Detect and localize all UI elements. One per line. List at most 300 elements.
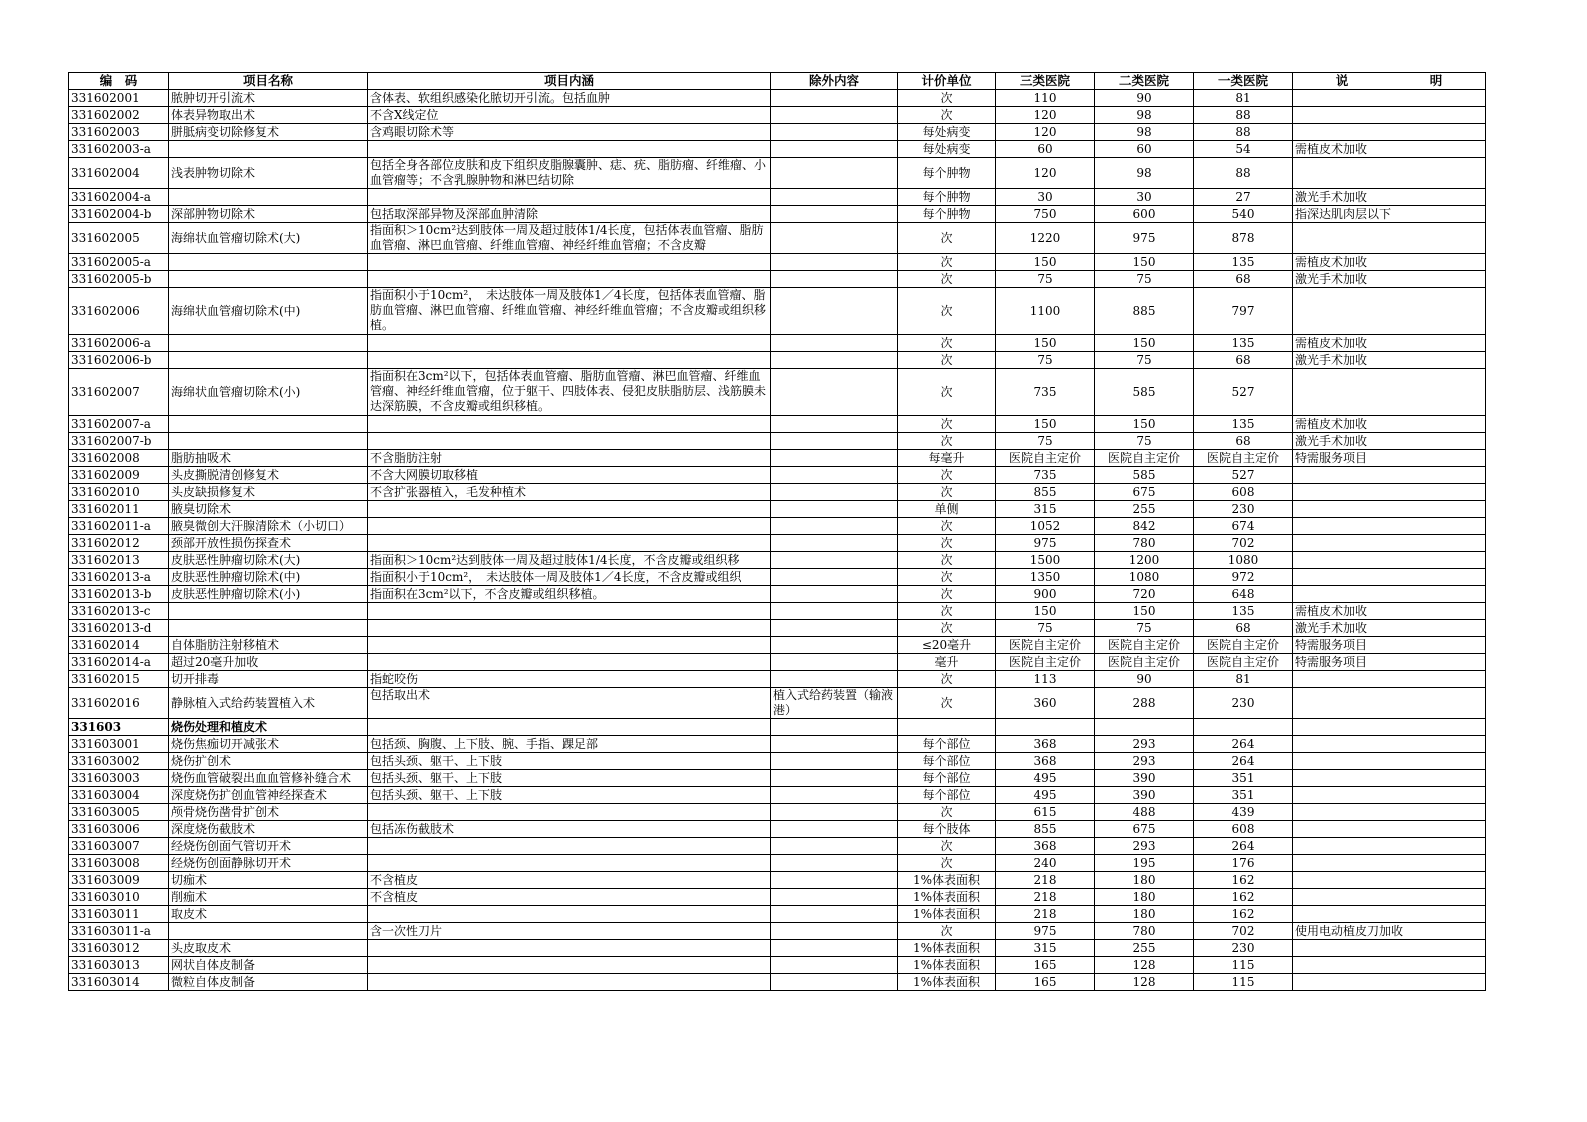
cell-name: 体表异物取出术: [169, 107, 368, 124]
cell-price-class3: 医院自主定价: [996, 654, 1095, 671]
cell-content: 不含植皮: [368, 889, 771, 906]
cell-price-class2: 255: [1095, 501, 1194, 518]
cell-content: 不含扩张器植入，毛发种植术: [368, 484, 771, 501]
cell-price-class1: 648: [1194, 586, 1293, 603]
cell-price-class3: 150: [996, 335, 1095, 352]
cell-content: [368, 501, 771, 518]
cell-code: 331603014: [69, 974, 169, 991]
cell-explanation: [1293, 889, 1486, 906]
cell-name: 脓肿切开引流术: [169, 90, 368, 107]
cell-exclude: [771, 433, 898, 450]
cell-price-class1: 264: [1194, 838, 1293, 855]
cell-name: [169, 254, 368, 271]
cell-code: 331602006-b: [69, 352, 169, 369]
cell-unit: 每个肿物: [898, 206, 996, 223]
cell-price-class3: 218: [996, 906, 1095, 923]
cell-price-class2: 90: [1095, 90, 1194, 107]
cell-name: 静脉植入式给药装置植入术: [169, 688, 368, 719]
cell-exclude: [771, 569, 898, 586]
cell-exclude: [771, 450, 898, 467]
cell-explanation: [1293, 855, 1486, 872]
cell-price-class3: 495: [996, 770, 1095, 787]
cell-price-class3: 855: [996, 821, 1095, 838]
cell-price-class1: 230: [1194, 940, 1293, 957]
cell-unit: 每个肢体: [898, 821, 996, 838]
cell-price-class3: 165: [996, 974, 1095, 991]
cell-code: 331602008: [69, 450, 169, 467]
cell-price-class1: 88: [1194, 107, 1293, 124]
cell-explanation: [1293, 957, 1486, 974]
cell-content: [368, 603, 771, 620]
cell-unit: 次: [898, 671, 996, 688]
cell-unit: 每个部位: [898, 787, 996, 804]
cell-price-class2: 医院自主定价: [1095, 450, 1194, 467]
cell-explanation: [1293, 804, 1486, 821]
cell-unit: 次: [898, 855, 996, 872]
cell-explanation: [1293, 223, 1486, 254]
cell-unit: 次: [898, 433, 996, 450]
cell-unit: 次: [898, 335, 996, 352]
cell-price-class1: 88: [1194, 158, 1293, 189]
table-row: [69, 416, 1486, 433]
cell-name: 浅表肿物切除术: [169, 158, 368, 189]
table-row: [69, 889, 1486, 906]
cell-unit: 每毫升: [898, 450, 996, 467]
cell-unit: 每个部位: [898, 770, 996, 787]
cell-price-class3: 218: [996, 889, 1095, 906]
cell-price-class1: 135: [1194, 603, 1293, 620]
cell-price-class2: 128: [1095, 974, 1194, 991]
cell-unit: 次: [898, 271, 996, 288]
cell-price-class3: 975: [996, 923, 1095, 940]
cell-explanation: 需植皮术加收: [1293, 603, 1486, 620]
cell-code: 331603007: [69, 838, 169, 855]
cell-code: 331602006: [69, 288, 169, 335]
section-row: [69, 719, 1486, 736]
cell-price-class1: 医院自主定价: [1194, 637, 1293, 654]
table-row: [69, 957, 1486, 974]
cell-price-class2: 150: [1095, 603, 1194, 620]
cell-content: [368, 637, 771, 654]
cell-exclude: [771, 906, 898, 923]
cell-exclude: [771, 855, 898, 872]
cell-price-class3: 30: [996, 189, 1095, 206]
cell-unit: 次: [898, 804, 996, 821]
cell-price-class2: 390: [1095, 770, 1194, 787]
cell-price-class2: 390: [1095, 787, 1194, 804]
cell-price-class3: 1220: [996, 223, 1095, 254]
cell-price-class1: [1194, 719, 1293, 736]
cell-code: 331603001: [69, 736, 169, 753]
cell-price-class3: 120: [996, 158, 1095, 189]
cell-price-class1: 68: [1194, 271, 1293, 288]
cell-name: 烧伤处理和植皮术: [169, 719, 368, 736]
cell-code: 331603011: [69, 906, 169, 923]
cell-name: [169, 335, 368, 352]
cell-price-class2: 675: [1095, 484, 1194, 501]
cell-price-class2: 180: [1095, 889, 1194, 906]
cell-code: 331602011: [69, 501, 169, 518]
cell-price-class2: 488: [1095, 804, 1194, 821]
cell-exclude: [771, 804, 898, 821]
cell-name: [169, 141, 368, 158]
table-row: [69, 787, 1486, 804]
cell-code: 331602013-a: [69, 569, 169, 586]
cell-content: [368, 189, 771, 206]
cell-price-class1: 27: [1194, 189, 1293, 206]
cell-unit: 次: [898, 223, 996, 254]
table-row: [69, 288, 1486, 335]
cell-exclude: [771, 654, 898, 671]
cell-explanation: [1293, 821, 1486, 838]
table-row: [69, 736, 1486, 753]
cell-name: 烧伤焦痂切开减张术: [169, 736, 368, 753]
cell-content: [368, 940, 771, 957]
cell-unit: 次: [898, 603, 996, 620]
table-row: [69, 467, 1486, 484]
cell-content: 指面积＞10cm²达到肢体一周及超过肢体1/4长度，包括体表血管瘤、脂肪血管瘤、淋巴血管瘤、纤维血管瘤、神经纤维血管瘤；不含皮瓣: [368, 223, 771, 254]
cell-explanation: [1293, 586, 1486, 603]
cell-price-class2: 585: [1095, 467, 1194, 484]
cell-explanation: 激光手术加收: [1293, 271, 1486, 288]
cell-exclude: [771, 484, 898, 501]
table-row: [69, 501, 1486, 518]
cell-name: 经烧伤创面气管切开术: [169, 838, 368, 855]
cell-price-class3: 218: [996, 872, 1095, 889]
cell-content: 指面积在3cm²以下，包括体表血管瘤、脂肪血管瘤、淋巴血管瘤、纤维血管瘤、神经纤维血管瘤，位于躯干、四肢体表、侵犯皮肤脂肪层、浅筋膜未达深筋膜，不含皮瓣或组织移植。: [368, 369, 771, 416]
cell-price-class1: 68: [1194, 433, 1293, 450]
table-row: [69, 838, 1486, 855]
cell-exclude: [771, 957, 898, 974]
cell-price-class1: 135: [1194, 254, 1293, 271]
cell-code: 331602009: [69, 467, 169, 484]
cell-unit: 次: [898, 352, 996, 369]
cell-exclude: [771, 838, 898, 855]
cell-unit: 每个肿物: [898, 158, 996, 189]
cell-price-class3: 495: [996, 787, 1095, 804]
cell-price-class3: 75: [996, 352, 1095, 369]
table-row: [69, 637, 1486, 654]
cell-unit: 1%体表面积: [898, 872, 996, 889]
cell-unit: 每处病变: [898, 124, 996, 141]
cell-explanation: 需植皮术加收: [1293, 254, 1486, 271]
cell-price-class3: 1100: [996, 288, 1095, 335]
cell-code: 331602007: [69, 369, 169, 416]
table-row: [69, 518, 1486, 535]
cell-name: 削痂术: [169, 889, 368, 906]
cell-exclude: 植入式给药装置（输液港）: [771, 688, 898, 719]
cell-exclude: [771, 369, 898, 416]
cell-name: 海绵状血管瘤切除术(小): [169, 369, 368, 416]
header-content: 项目内涵: [368, 73, 771, 90]
cell-price-class3: 368: [996, 838, 1095, 855]
cell-unit: 每个部位: [898, 736, 996, 753]
cell-exclude: [771, 501, 898, 518]
cell-price-class1: 702: [1194, 535, 1293, 552]
cell-price-class2: 150: [1095, 335, 1194, 352]
cell-name: [169, 433, 368, 450]
table-row: [69, 107, 1486, 124]
cell-exclude: [771, 753, 898, 770]
cell-price-class1: 702: [1194, 923, 1293, 940]
cell-unit: 次: [898, 107, 996, 124]
cell-exclude: [771, 923, 898, 940]
cell-explanation: [1293, 872, 1486, 889]
cell-explanation: 激光手术加收: [1293, 189, 1486, 206]
cell-content: 指面积小于10cm²， 未达肢体一周及肢体1／4长度，包括体表血管瘤、脂肪血管瘤、淋巴血管瘤、纤维血管瘤、神经纤维血管瘤；不含皮瓣或组织移植。: [368, 288, 771, 335]
cell-unit: 每处病变: [898, 141, 996, 158]
cell-exclude: [771, 158, 898, 189]
cell-exclude: [771, 271, 898, 288]
cell-unit: 次: [898, 688, 996, 719]
cell-price-class2: 293: [1095, 838, 1194, 855]
cell-code: 331602001: [69, 90, 169, 107]
table-row: [69, 872, 1486, 889]
header-price-class3: 三类医院: [996, 73, 1095, 90]
cell-content: 不含大网膜切取移植: [368, 467, 771, 484]
cell-explanation: 指深达肌肉层以下: [1293, 206, 1486, 223]
cell-exclude: [771, 620, 898, 637]
cell-price-class2: 780: [1095, 535, 1194, 552]
cell-exclude: [771, 189, 898, 206]
cell-price-class3: 315: [996, 501, 1095, 518]
cell-content: [368, 719, 771, 736]
header-explanation: [1293, 73, 1486, 90]
cell-unit: 单侧: [898, 501, 996, 518]
cell-content: [368, 535, 771, 552]
table-row: [69, 855, 1486, 872]
header-code: 编 码: [69, 73, 169, 90]
cell-unit: 次: [898, 369, 996, 416]
cell-explanation: [1293, 940, 1486, 957]
cell-explanation: [1293, 838, 1486, 855]
header-name: 项目名称: [169, 73, 368, 90]
cell-price-class3: 150: [996, 254, 1095, 271]
header-explanation-right: 明: [1429, 73, 1443, 88]
cell-price-class3: 120: [996, 124, 1095, 141]
cell-explanation: [1293, 770, 1486, 787]
cell-price-class2: 75: [1095, 620, 1194, 637]
cell-code: 331602011-a: [69, 518, 169, 535]
cell-unit: 1%体表面积: [898, 889, 996, 906]
cell-exclude: [771, 288, 898, 335]
cell-content: 含一次性刀片: [368, 923, 771, 940]
table-row: [69, 433, 1486, 450]
cell-content: [368, 141, 771, 158]
cell-code: 331602013-b: [69, 586, 169, 603]
table-row: [69, 271, 1486, 288]
cell-name: 脂肪抽吸术: [169, 450, 368, 467]
cell-explanation: [1293, 158, 1486, 189]
cell-exclude: [771, 637, 898, 654]
table-row: [69, 352, 1486, 369]
cell-price-class3: 735: [996, 467, 1095, 484]
cell-exclude: [771, 254, 898, 271]
cell-price-class2: 60: [1095, 141, 1194, 158]
cell-price-class2: 885: [1095, 288, 1194, 335]
cell-price-class1: 1080: [1194, 552, 1293, 569]
cell-price-class2: 1200: [1095, 552, 1194, 569]
cell-price-class3: 医院自主定价: [996, 450, 1095, 467]
cell-unit: 次: [898, 620, 996, 637]
cell-code: 331603009: [69, 872, 169, 889]
cell-price-class2: 780: [1095, 923, 1194, 940]
cell-content: 指面积在3cm²以下，不含皮瓣或组织移植。: [368, 586, 771, 603]
cell-exclude: [771, 223, 898, 254]
cell-price-class1: 54: [1194, 141, 1293, 158]
cell-name: 自体脂肪注射移植术: [169, 637, 368, 654]
cell-content: [368, 433, 771, 450]
cell-code: 331602010: [69, 484, 169, 501]
cell-price-class1: 115: [1194, 957, 1293, 974]
cell-content: 指蛇咬伤: [368, 671, 771, 688]
cell-exclude: [771, 335, 898, 352]
cell-price-class1: 135: [1194, 416, 1293, 433]
table-body: [69, 90, 1486, 991]
cell-name: 胼胝病变切除修复术: [169, 124, 368, 141]
header-unit: 计价单位: [898, 73, 996, 90]
cell-price-class3: 医院自主定价: [996, 637, 1095, 654]
table-row: [69, 223, 1486, 254]
cell-code: 331602005-a: [69, 254, 169, 271]
table-row: [69, 753, 1486, 770]
cell-price-class1: 115: [1194, 974, 1293, 991]
cell-content: 不含X线定位: [368, 107, 771, 124]
header-exclude: 除外内容: [771, 73, 898, 90]
cell-code: 331603003: [69, 770, 169, 787]
cell-price-class3: 120: [996, 107, 1095, 124]
cell-explanation: [1293, 787, 1486, 804]
cell-name: 头皮取皮术: [169, 940, 368, 957]
cell-code: 331602014-a: [69, 654, 169, 671]
cell-code: 331602004: [69, 158, 169, 189]
cell-name: 经烧伤创面静脉切开术: [169, 855, 368, 872]
cell-exclude: [771, 416, 898, 433]
cell-code: 331602003-a: [69, 141, 169, 158]
cell-price-class2: 医院自主定价: [1095, 637, 1194, 654]
table-row: [69, 484, 1486, 501]
header-row: [69, 73, 1486, 90]
cell-unit: ≤20毫升: [898, 637, 996, 654]
cell-price-class3: 735: [996, 369, 1095, 416]
cell-content: [368, 974, 771, 991]
cell-explanation: [1293, 671, 1486, 688]
cell-content: 包括头颈、躯干、上下肢: [368, 787, 771, 804]
cell-price-class3: 150: [996, 603, 1095, 620]
cell-exclude: [771, 352, 898, 369]
cell-name: [169, 620, 368, 637]
cell-unit: 次: [898, 416, 996, 433]
cell-exclude: [771, 107, 898, 124]
cell-exclude: [771, 552, 898, 569]
cell-explanation: [1293, 719, 1486, 736]
cell-explanation: [1293, 518, 1486, 535]
cell-price-class1: 878: [1194, 223, 1293, 254]
cell-price-class3: 110: [996, 90, 1095, 107]
cell-name: 颈部开放性损伤探查术: [169, 535, 368, 552]
cell-price-class3: 360: [996, 688, 1095, 719]
cell-unit: 1%体表面积: [898, 940, 996, 957]
cell-price-class3: 150: [996, 416, 1095, 433]
cell-unit: 毫升: [898, 654, 996, 671]
cell-code: 331603012: [69, 940, 169, 957]
cell-price-class2: 975: [1095, 223, 1194, 254]
cell-name: 皮肤恶性肿瘤切除术(小): [169, 586, 368, 603]
cell-name: 网状自体皮制备: [169, 957, 368, 974]
cell-exclude: [771, 535, 898, 552]
cell-code: 331602003: [69, 124, 169, 141]
cell-exclude: [771, 736, 898, 753]
cell-price-class2: 98: [1095, 107, 1194, 124]
cell-unit: 次: [898, 552, 996, 569]
table-row: [69, 671, 1486, 688]
cell-name: 深部肿物切除术: [169, 206, 368, 223]
cell-explanation: 需植皮术加收: [1293, 335, 1486, 352]
cell-unit: 1%体表面积: [898, 974, 996, 991]
cell-exclude: [771, 141, 898, 158]
cell-price-class2: 90: [1095, 671, 1194, 688]
cell-explanation: 特需服务项目: [1293, 654, 1486, 671]
cell-content: 含体表、软组织感染化脓切开引流。包括血肿: [368, 90, 771, 107]
cell-price-class3: 1500: [996, 552, 1095, 569]
cell-explanation: [1293, 369, 1486, 416]
cell-price-class1: 医院自主定价: [1194, 450, 1293, 467]
cell-name: 皮肤恶性肿瘤切除术(大): [169, 552, 368, 569]
cell-unit: 次: [898, 288, 996, 335]
table-row: [69, 369, 1486, 416]
cell-exclude: [771, 889, 898, 906]
cell-unit: 次: [898, 923, 996, 940]
cell-price-class1: 439: [1194, 804, 1293, 821]
cell-code: 331602012: [69, 535, 169, 552]
table-row: [69, 974, 1486, 991]
cell-explanation: [1293, 501, 1486, 518]
cell-explanation: [1293, 107, 1486, 124]
cell-explanation: 特需服务项目: [1293, 637, 1486, 654]
cell-code: 331602004-a: [69, 189, 169, 206]
cell-code: 331602005-b: [69, 271, 169, 288]
cell-explanation: [1293, 569, 1486, 586]
cell-name: [169, 416, 368, 433]
cell-name: 切开排毒: [169, 671, 368, 688]
table-row: [69, 552, 1486, 569]
cell-explanation: [1293, 736, 1486, 753]
cell-code: 331602013-c: [69, 603, 169, 620]
cell-explanation: 需植皮术加收: [1293, 141, 1486, 158]
cell-price-class2: 150: [1095, 254, 1194, 271]
cell-explanation: [1293, 552, 1486, 569]
cell-code: 331603002: [69, 753, 169, 770]
table-row: [69, 569, 1486, 586]
cell-price-class1: 527: [1194, 369, 1293, 416]
cell-content: [368, 416, 771, 433]
cell-content: [368, 654, 771, 671]
cell-price-class1: 162: [1194, 906, 1293, 923]
table-row: [69, 906, 1486, 923]
cell-content: [368, 271, 771, 288]
cell-content: 包括冻伤截肢术: [368, 821, 771, 838]
cell-name: 取皮术: [169, 906, 368, 923]
cell-code: 331603004: [69, 787, 169, 804]
cell-code: 331602014: [69, 637, 169, 654]
cell-exclude: [771, 821, 898, 838]
cell-price-class3: 975: [996, 535, 1095, 552]
cell-content: [368, 620, 771, 637]
cell-code: 331602015: [69, 671, 169, 688]
table-row: [69, 688, 1486, 719]
cell-unit: 次: [898, 254, 996, 271]
cell-exclude: [771, 603, 898, 620]
